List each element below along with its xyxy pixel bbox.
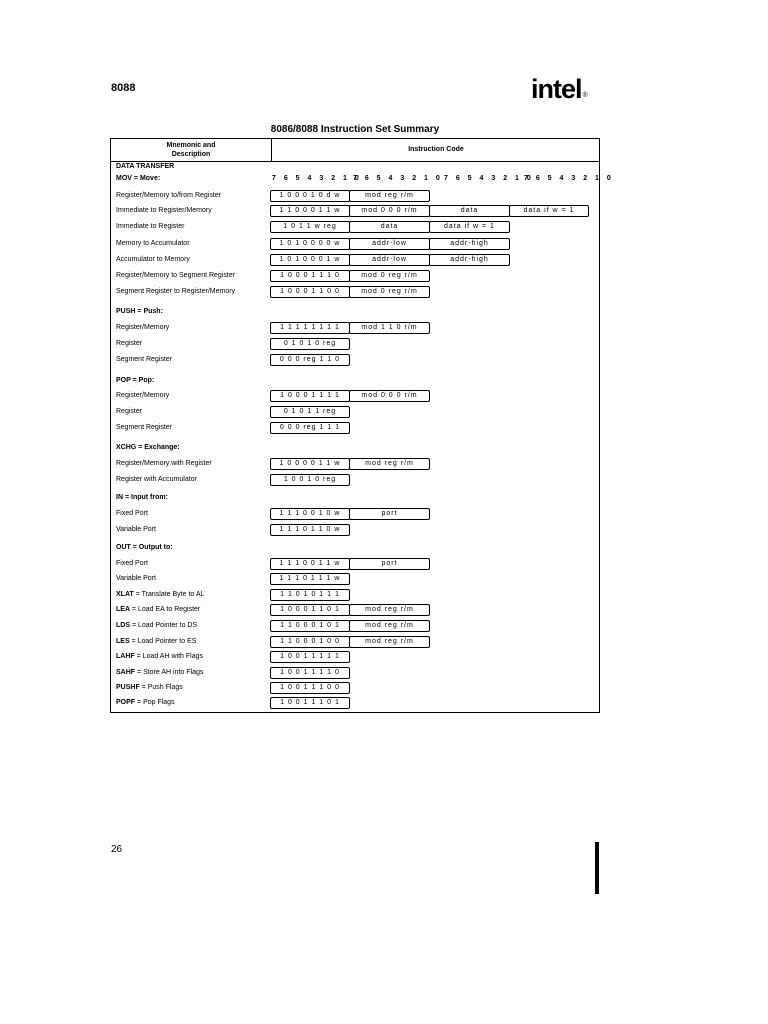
row-label: Register/Memory to Segment Register bbox=[116, 272, 236, 279]
description: Load EA to Register bbox=[138, 606, 201, 613]
port-box: port bbox=[349, 558, 430, 570]
section-in bbox=[116, 494, 168, 501]
row-xlat bbox=[116, 591, 204, 598]
mnemonic: XLAT bbox=[116, 591, 134, 598]
section-title: Pop: bbox=[138, 377, 155, 384]
mnemonic: POP bbox=[116, 377, 131, 384]
section-title: Exchange: bbox=[144, 444, 180, 451]
mnemonic: LES bbox=[116, 638, 130, 645]
opcode-box: 1 0 1 0 0 0 0 w bbox=[270, 238, 350, 250]
row-lea bbox=[116, 606, 200, 613]
description: Push Flags bbox=[147, 684, 183, 691]
opcode-box: 1 1 1 0 0 1 0 w bbox=[270, 508, 350, 520]
dash: = bbox=[124, 494, 130, 501]
row-popf bbox=[116, 699, 175, 706]
opcode-box: 1 0 0 1 1 1 1 1 bbox=[270, 651, 350, 663]
row-label: Register/Memory to/from Register bbox=[116, 192, 222, 199]
row-label: Register/Memory with Register bbox=[116, 460, 212, 467]
data-high-box: data if w = 1 bbox=[429, 221, 510, 233]
opcode-box: 0 1 0 1 0 reg bbox=[270, 338, 350, 350]
mnemonic: POPF bbox=[116, 699, 136, 706]
section-pop bbox=[116, 377, 154, 384]
section-push bbox=[116, 308, 163, 315]
opcode-box: 1 1 1 1 1 1 1 1 bbox=[270, 322, 350, 334]
dash: = bbox=[137, 669, 142, 676]
description: Load Pointer to ES bbox=[137, 638, 197, 645]
row-label: Register with Accumulator bbox=[116, 476, 197, 483]
row-label: Fixed Port bbox=[116, 560, 148, 567]
addr-high-box: addr-high bbox=[429, 254, 510, 266]
row-sahf bbox=[116, 669, 203, 676]
modrm-box: mod reg r/m bbox=[349, 190, 430, 202]
instruction-code-header: Instruction Code bbox=[408, 146, 464, 153]
opcode-box: 1 1 0 1 0 1 1 1 bbox=[270, 589, 350, 601]
row-label: Segment Register bbox=[116, 424, 173, 431]
dash: = bbox=[138, 444, 143, 451]
row-label: Register bbox=[116, 408, 143, 415]
row-label: Variable Port bbox=[116, 526, 156, 533]
modrm-box: mod 0 reg r/m bbox=[349, 270, 430, 282]
dash: = bbox=[131, 622, 137, 629]
modrm-box: mod reg r/m bbox=[349, 620, 430, 632]
row-label: Memory to Accumulator bbox=[116, 240, 190, 247]
dash: = bbox=[135, 591, 140, 598]
data-transfer-heading: DATA TRANSFER bbox=[116, 163, 175, 170]
intel-logo bbox=[531, 74, 587, 105]
mnemonic: LDS bbox=[116, 622, 130, 629]
data-box: data bbox=[429, 205, 510, 217]
description: Load Pointer to DS bbox=[138, 622, 198, 629]
mnemonic-header bbox=[111, 141, 271, 159]
opcode-box: 1 0 0 0 1 1 0 1 bbox=[270, 604, 350, 616]
row-pushf bbox=[116, 684, 183, 691]
opcode-box: 1 1 0 0 0 1 0 1 bbox=[270, 620, 350, 632]
row-label: Segment Register to Register/Memory bbox=[116, 288, 236, 295]
section-title: Output to: bbox=[138, 544, 173, 551]
dash: = bbox=[141, 684, 146, 691]
row-label: Immediate to Register/Memory bbox=[116, 207, 212, 214]
opcode-box: 1 1 1 0 0 1 1 w bbox=[270, 558, 350, 570]
opcode-box: 1 0 1 1 w reg bbox=[270, 221, 350, 233]
row-label: Register bbox=[116, 340, 143, 347]
dash: = bbox=[132, 377, 137, 384]
logo-text: intel bbox=[531, 74, 582, 104]
opcode-box: 1 0 1 0 0 0 1 w bbox=[270, 254, 350, 266]
modrm-box: mod 0 reg r/m bbox=[349, 286, 430, 298]
mnemonic: LEA bbox=[116, 606, 130, 613]
page-title: 8086/8088 Instruction Set Summary bbox=[270, 124, 440, 135]
modrm-box: mod 0 0 0 r/m bbox=[349, 205, 430, 217]
opcode-box: 1 0 0 1 1 1 0 0 bbox=[270, 682, 350, 694]
modrm-box: mod 0 0 0 r/m bbox=[349, 390, 430, 402]
mnemonic: IN bbox=[116, 494, 123, 501]
mnemonic-header-line1: Mnemonic and bbox=[166, 142, 216, 149]
dash: = bbox=[131, 606, 137, 613]
opcode-box: 1 0 0 1 0 reg bbox=[270, 474, 350, 486]
dash: = bbox=[132, 544, 137, 551]
addr-high-box: addr-high bbox=[429, 238, 510, 250]
part-number: 8088 bbox=[111, 82, 136, 94]
description: Pop Flags bbox=[143, 699, 175, 706]
description: Store AH into Flags bbox=[143, 669, 204, 676]
opcode-box: 0 0 0 reg 1 1 1 bbox=[270, 422, 350, 434]
mnemonic: XCHG bbox=[116, 444, 137, 451]
opcode-box: 1 0 0 1 1 1 0 1 bbox=[270, 697, 350, 709]
dash: = bbox=[137, 699, 142, 706]
row-label: Register/Memory bbox=[116, 392, 170, 399]
modrm-box: mod reg r/m bbox=[349, 604, 430, 616]
row-label: Variable Port bbox=[116, 575, 156, 582]
opcode-box: 1 1 0 0 0 1 1 w bbox=[270, 205, 350, 217]
addr-low-box: addr-low bbox=[349, 238, 430, 250]
opcode-box: 1 0 0 0 1 1 1 1 bbox=[270, 390, 350, 402]
opcode-box: 1 0 0 0 1 0 d w bbox=[270, 190, 350, 202]
description: Translate Byte to AL bbox=[141, 591, 205, 598]
section-xchg bbox=[116, 444, 180, 451]
section-out bbox=[116, 544, 173, 551]
opcode-box: 1 1 1 0 1 1 0 w bbox=[270, 524, 350, 536]
modrm-box: mod 1 1 0 r/m bbox=[349, 322, 430, 334]
dash: = bbox=[136, 653, 141, 660]
mnemonic: SAHF bbox=[116, 669, 136, 676]
opcode-box: 1 0 0 0 1 1 1 0 bbox=[270, 270, 350, 282]
opcode-box: 1 0 0 0 0 1 1 w bbox=[270, 458, 350, 470]
header-rule bbox=[111, 161, 599, 162]
addr-low-box: addr-low bbox=[349, 254, 430, 266]
bit-positions-1: 7 6 5 4 3 2 1 0 bbox=[272, 175, 362, 182]
opcode-box: 0 0 0 reg 1 1 0 bbox=[270, 354, 350, 366]
revision-bar bbox=[595, 842, 599, 894]
dash: = bbox=[137, 308, 142, 315]
row-label: Register/Memory bbox=[116, 324, 170, 331]
row-label: Accumulator to Memory bbox=[116, 256, 190, 263]
opcode-box: 1 1 1 0 1 1 1 w bbox=[270, 573, 350, 585]
mnemonic: LAHF bbox=[116, 653, 135, 660]
bit-positions-3: 7 6 5 4 3 2 1 0 bbox=[444, 175, 534, 182]
opcode-box: 0 1 0 1 1 reg bbox=[270, 406, 350, 418]
opcode-box: 1 0 0 1 1 1 1 0 bbox=[270, 667, 350, 679]
bit-positions-4: 7 6 5 4 3 2 1 0 bbox=[524, 175, 614, 182]
row-label: Fixed Port bbox=[116, 510, 148, 517]
row-label: Immediate to Register bbox=[116, 223, 185, 230]
mnemonic: MOV bbox=[116, 175, 132, 182]
dash: = bbox=[133, 175, 138, 182]
page-number: 26 bbox=[111, 844, 123, 855]
mnemonic: PUSH bbox=[116, 308, 136, 315]
mnemonic-header-line2: Description bbox=[171, 151, 211, 158]
section-title: Input from: bbox=[131, 494, 168, 501]
mnemonic: PUSHF bbox=[116, 684, 140, 691]
dash: = bbox=[131, 638, 136, 645]
opcode-box: 1 0 0 0 1 1 0 0 bbox=[270, 286, 350, 298]
section-mov bbox=[116, 175, 160, 182]
row-lds bbox=[116, 622, 197, 629]
registered-mark: ® bbox=[582, 92, 587, 99]
bit-positions-2: 7 6 5 4 3 2 1 0 bbox=[353, 175, 443, 182]
row-label: Segment Register bbox=[116, 356, 173, 363]
section-title: Push: bbox=[143, 308, 163, 315]
mnemonic: OUT bbox=[116, 544, 131, 551]
data-high-box: data if w = 1 bbox=[509, 205, 589, 217]
section-title: Move: bbox=[139, 175, 161, 182]
description: Load AH with Flags bbox=[142, 653, 203, 660]
row-lahf bbox=[116, 653, 203, 660]
modrm-box: mod reg r/m bbox=[349, 458, 430, 470]
modrm-box: mod reg r/m bbox=[349, 636, 430, 648]
port-box: port bbox=[349, 508, 430, 520]
row-les bbox=[116, 638, 196, 645]
data-box: data bbox=[349, 221, 430, 233]
opcode-box: 1 1 0 0 0 1 0 0 bbox=[270, 636, 350, 648]
